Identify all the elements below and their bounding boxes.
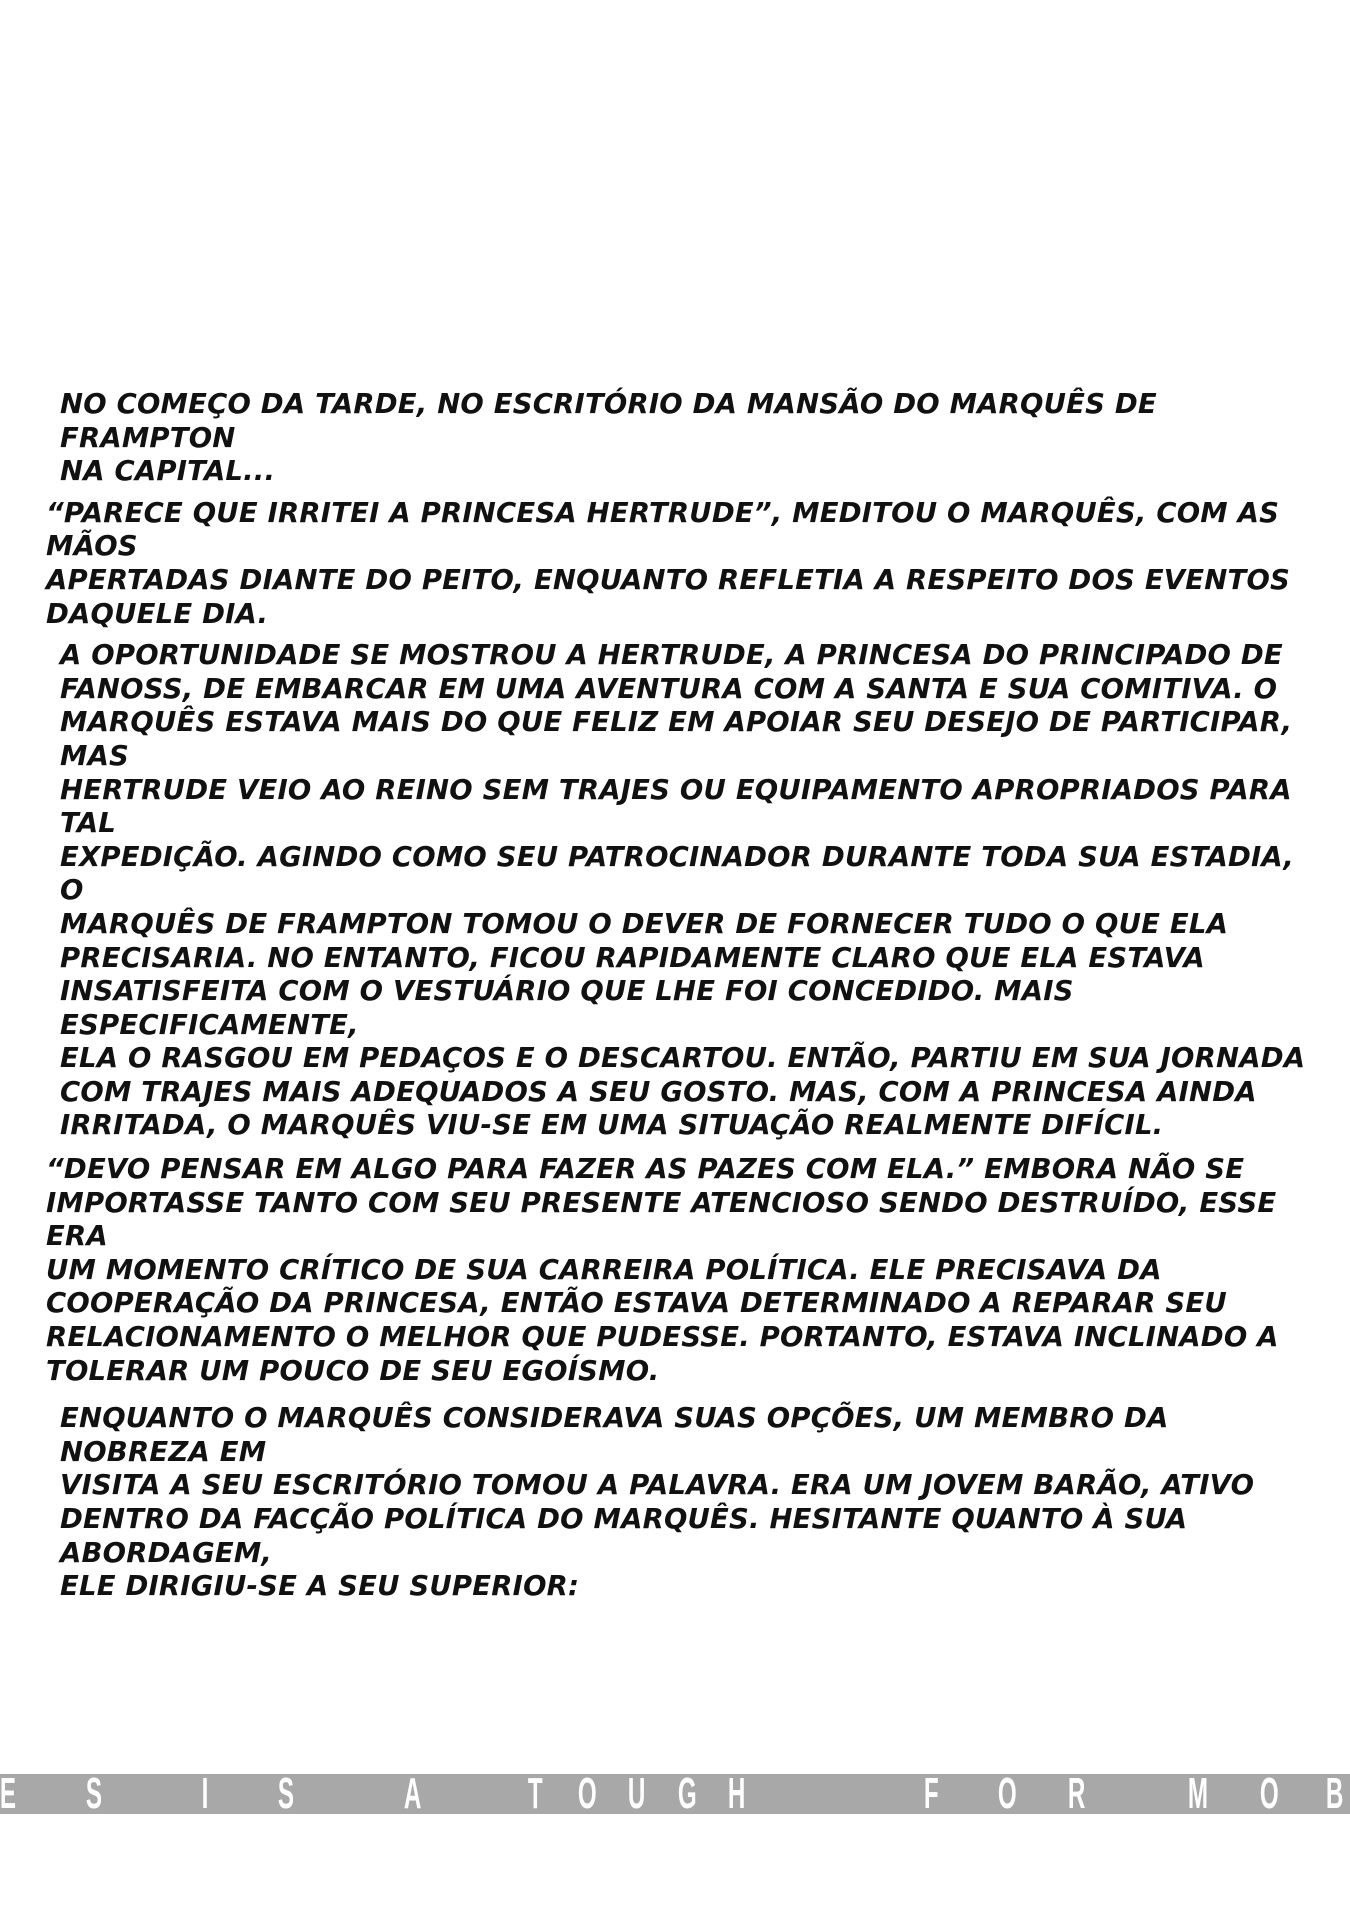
banner-letter: I (201, 1774, 209, 1814)
paragraph-3: A OPORTUNIDADE SE MOSTROU A HERTRUDE, A PRINCESA DO PRINCIPADO DE FANOSS, DE EMBARCAR EM UMA AVENTURA COM A SANTA E SUA COMITIVA. O MARQUÊS ESTAVA MAIS DO QUE FELIZ EM APOIAR SEU DESEJO DE PARTICIPAR, MAS HERTRUDE VEIO AO REINO SEM TRAJES OU EQUIPAMENTO APROPRIADOS PARA TAL EXPEDIÇÃO. AGINDO COMO SEU PATROCINADOR DURANTE TODA SUA ESTADIA, O MARQUÊS DE FRAMPTON TOMOU O DEVER DE FORNECER TUDO O QUE ELA PRECISARIA. NO ENTANTO, FICOU RAPIDAMENTE CLARO QUE ELA ESTAVA INSATISFEITA COM O VESTUÁRIO QUE LHE FOI CONCEDIDO. MAIS ESPECIFICAMENTE, ELA O RASGOU EM PEDAÇOS E O DESCARTOU. ENTÃO, PARTIU EM SUA JORNADA COM TRAJES MAIS ADEQUADOS A SEU GOSTO. MAS, COM A PRINCESA AINDA IRRITADA, O MARQUÊS VIU-SE EM UMA SITUAÇÃO REALMENTE DIFÍCIL. (60, 639, 1306, 1142)
banner-letter: G (677, 1774, 697, 1814)
banner-letter: O (577, 1774, 597, 1814)
paragraph-2: “PARECE QUE IRRITEI A PRINCESA HERTRUDE”, MEDITOU O MARQUÊS, COM AS MÃOS APERTADAS DIANTE DO PEITO, ENQUANTO REFLETIA A RESPEITO DOS EVENTOS DAQUELE DIA. (46, 496, 1291, 630)
banner-letter: O (997, 1774, 1017, 1814)
banner-letter: T (527, 1774, 543, 1814)
banner-letter: B (1325, 1774, 1344, 1814)
banner-letters (0, 1774, 1350, 1814)
paragraph-1: NO COMEÇO DA TARDE, NO ESCRITÓRIO DA MANSÃO DO MARQUÊS DE FRAMPTON NA CAPITAL... (60, 388, 1157, 488)
banner-letter: M (1187, 1774, 1209, 1814)
paragraph-4: “DEVO PENSAR EM ALGO PARA FAZER AS PAZES COM ELA.” EMBORA NÃO SE IMPORTASSE TANTO COM SEU PRESENTE ATENCIOSO SENDO DESTRUÍDO, ESSE ERA UM MOMENTO CRÍTICO DE SUA CARREIRA POLÍTICA. ELE PRECISAVA DA COOPERAÇÃO DA PRINCESA, ENTÃO ESTAVA DETERMINADO A REPARAR SEU RELACIONAMENTO O MELHOR QUE PUDESSE. PORTANTO, ESTAVA INCLINADO A TOLERAR UM POUCO DE SEU EGOÍSMO. (46, 1153, 1279, 1387)
banner-letter: S (277, 1774, 294, 1814)
banner-letter: H (727, 1774, 746, 1814)
banner-letter: A (403, 1774, 422, 1814)
banner-letter: F (923, 1774, 939, 1814)
banner-letter: E (0, 1774, 16, 1814)
banner-letter: U (627, 1774, 646, 1814)
title-banner (0, 1774, 1350, 1814)
banner-letter: O (1259, 1774, 1279, 1814)
banner-letter: S (85, 1774, 102, 1814)
banner-letter: R (1067, 1774, 1086, 1814)
story-text (46, 388, 1320, 1618)
paragraph-5: ENQUANTO O MARQUÊS CONSIDERAVA SUAS OPÇÕES, UM MEMBRO DA NOBREZA EM VISITA A SEU ESCRITÓRIO TOMOU A PALAVRA. ERA UM JOVEM BARÃO, ATIVO DENTRO DA FACÇÃO POLÍTICA DO MARQUÊS. HESITANTE QUANTO À SUA ABORDAGEM, ELE DIRIGIU-SE A SEU SUPERIOR: (60, 1402, 1255, 1603)
